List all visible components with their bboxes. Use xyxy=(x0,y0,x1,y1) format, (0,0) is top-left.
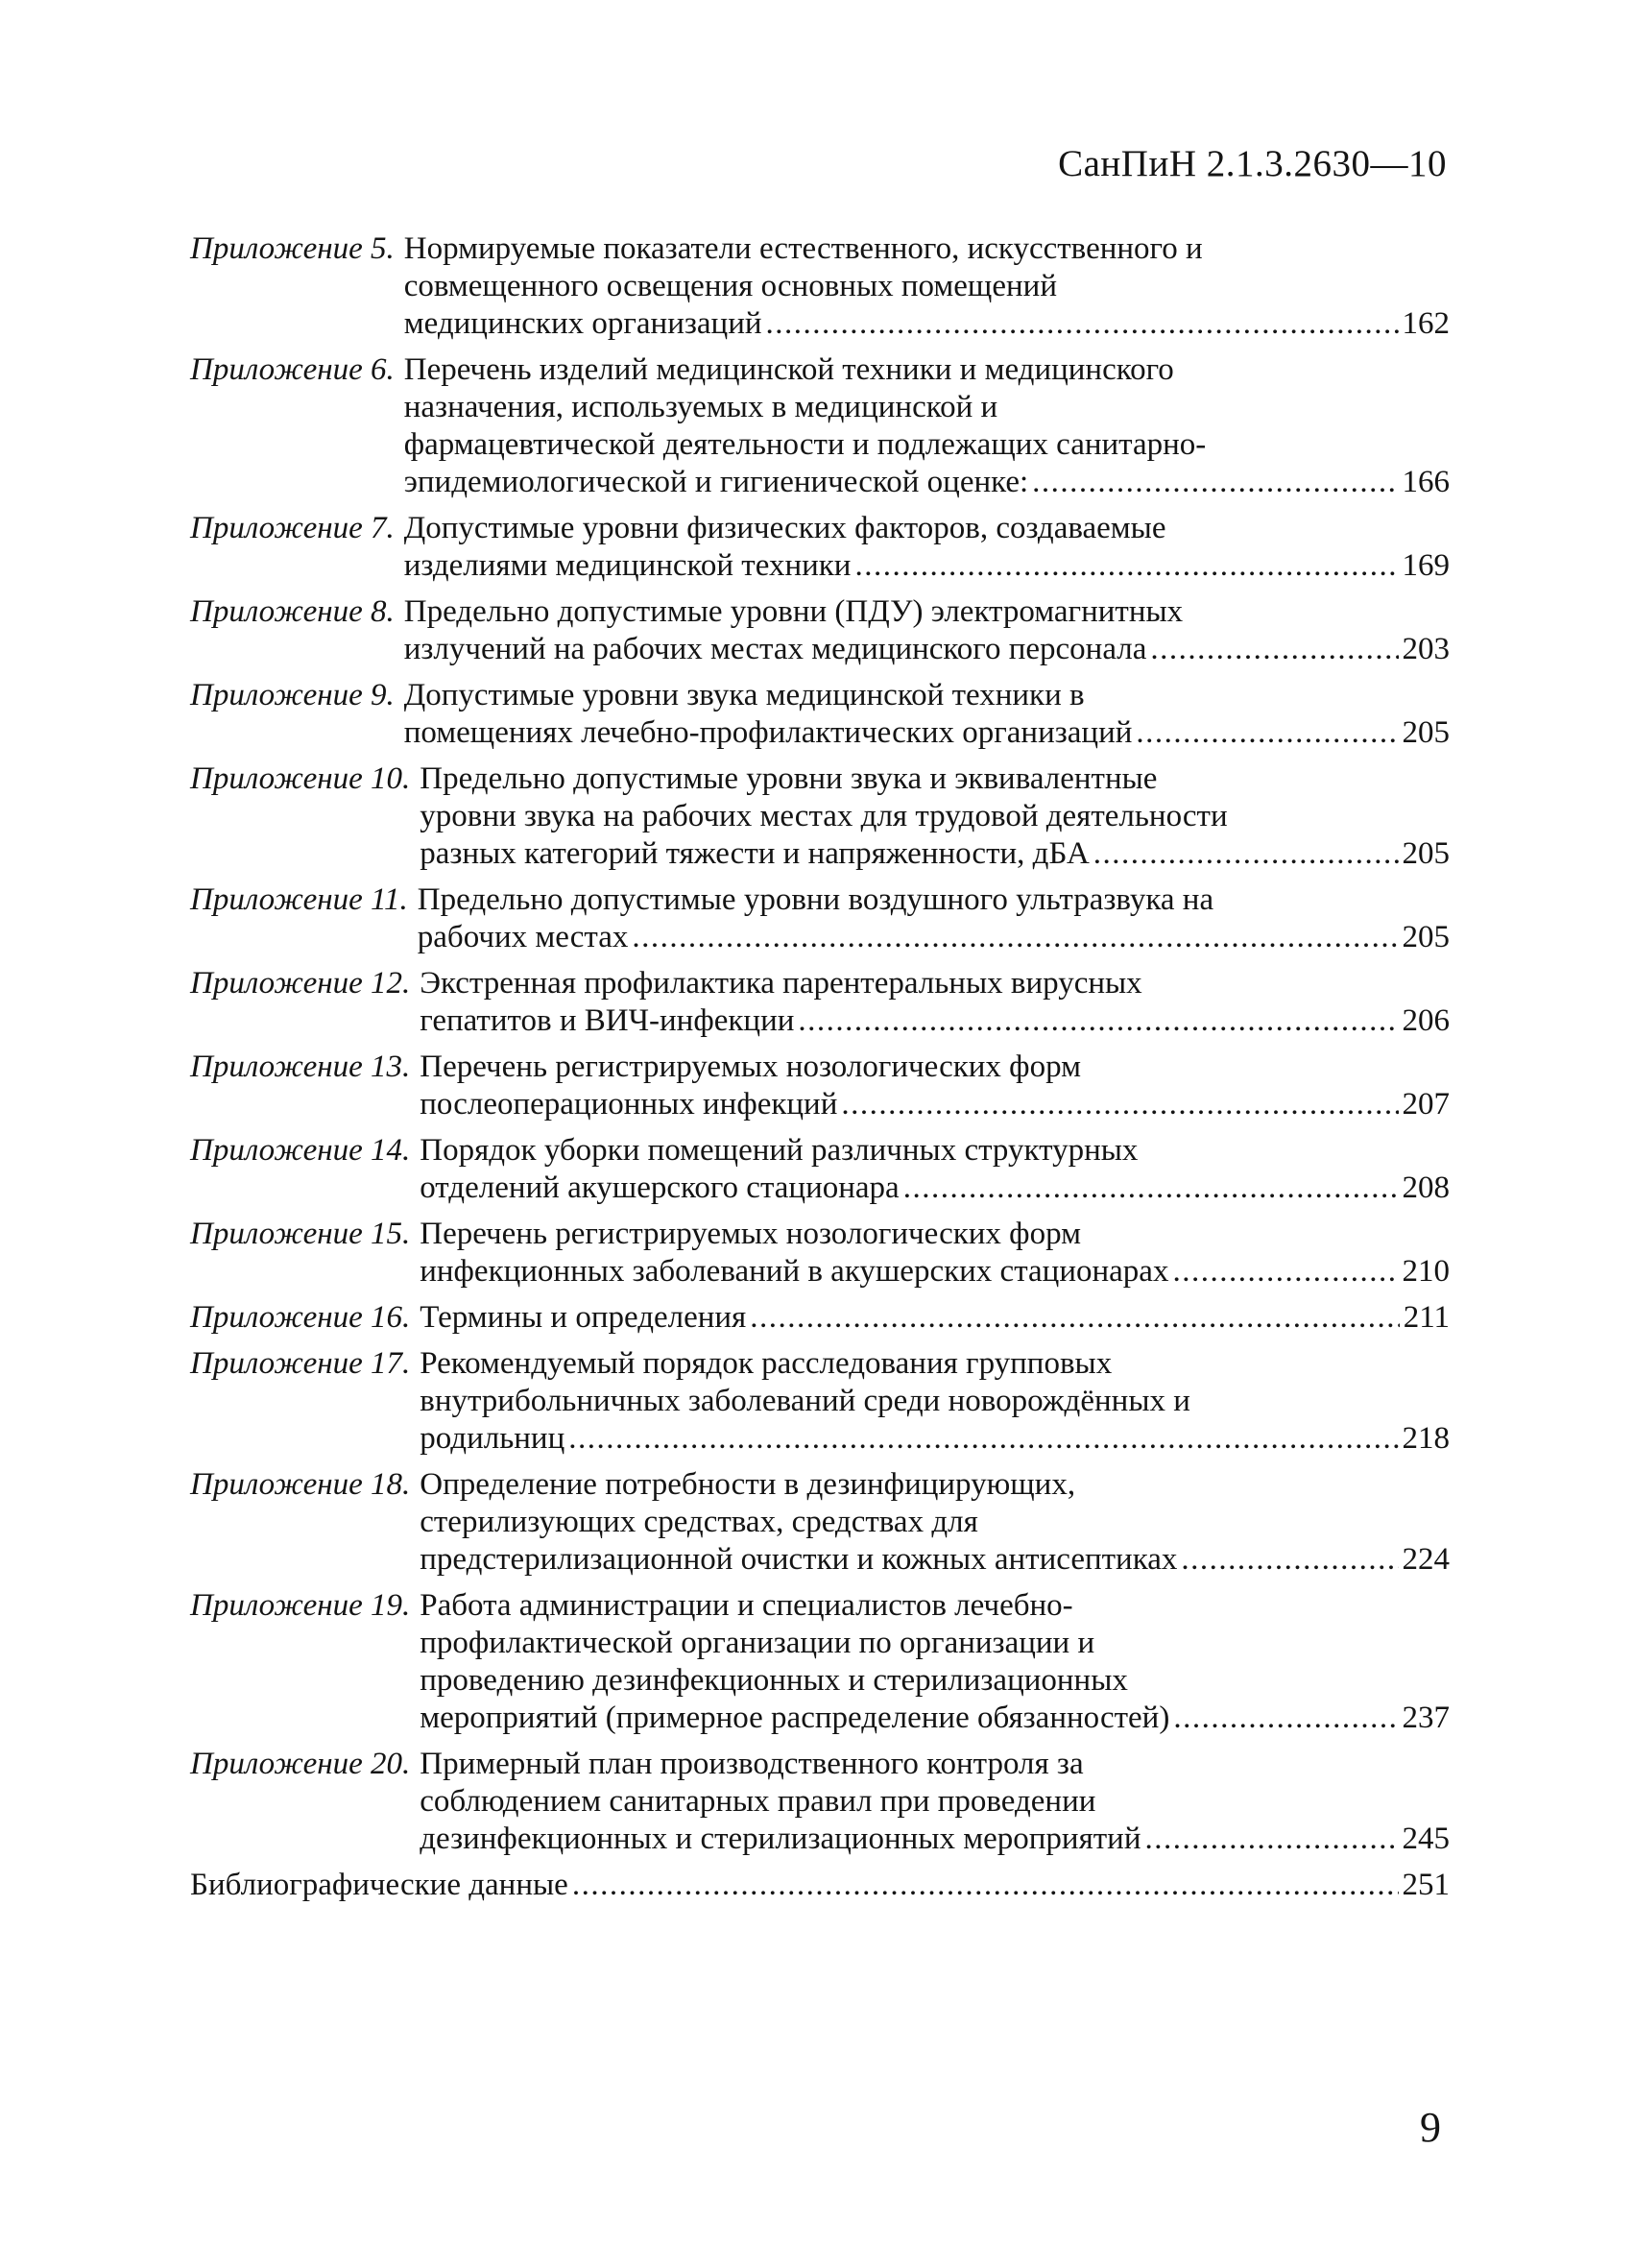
toc-entry-title-line: Работа администрации и специалистов лечебно- xyxy=(420,1588,1073,1623)
dot-leader xyxy=(1173,1700,1398,1737)
toc-entry-last-line xyxy=(404,714,1450,752)
toc-entry-title xyxy=(418,881,1450,956)
toc-entry-title xyxy=(404,510,1450,585)
toc-entry xyxy=(190,510,1450,585)
toc-entry-title-line: Перечень регистрируемых нозологических форм xyxy=(420,1217,1081,1251)
toc-entry-title-line: Допустимые уровни физических факторов, создаваемые xyxy=(403,511,1166,545)
toc-entry-title-line: Термины и определения xyxy=(420,1300,747,1335)
dot-leader xyxy=(572,1867,1399,1904)
toc-entry-title xyxy=(420,1466,1450,1579)
toc-entry xyxy=(190,230,1450,343)
toc-entry-last-line xyxy=(420,1821,1450,1858)
toc-entry-title-line: предстерилизационной очистки и кожных антисептиках xyxy=(420,1542,1178,1577)
dot-leader xyxy=(568,1420,1398,1458)
toc-entry-page-number: 207 xyxy=(1402,1087,1450,1122)
toc-entry-page-number: 205 xyxy=(1402,715,1450,750)
toc-entry-appendix-label: Приложение 11. xyxy=(190,882,408,917)
toc-entry-appendix-label: Приложение 6. xyxy=(190,352,395,387)
toc-entry-title-line: Перечень изделий медицинской техники и медицинского xyxy=(403,352,1174,387)
toc-entry-page-number: 203 xyxy=(1402,632,1450,666)
toc-entry-title xyxy=(420,1746,1450,1858)
toc-entry-title xyxy=(420,760,1450,873)
toc-entry-title xyxy=(404,230,1450,343)
toc-entry-appendix-label: Приложение 5. xyxy=(190,231,395,266)
toc-entry-title xyxy=(420,1132,1450,1207)
toc-entry-appendix-label: Приложение 17. xyxy=(190,1346,411,1381)
toc-entry-page-number: 205 xyxy=(1402,920,1450,954)
toc-entry-title-line: уровни звука на рабочих местах для трудовой деятельности xyxy=(420,799,1228,833)
toc-entry-appendix-label: Приложение 13. xyxy=(190,1050,411,1084)
toc-entry-page-number: 237 xyxy=(1402,1701,1450,1735)
toc-entry-title xyxy=(190,1867,1450,1904)
toc-entry-title xyxy=(420,1216,1450,1291)
toc-entry-title-line: Определение потребности в дезинфицирующих, xyxy=(420,1467,1076,1502)
dot-leader xyxy=(766,305,1399,343)
toc-entry-page-number: 162 xyxy=(1402,306,1450,341)
toc-entry-title xyxy=(420,1345,1450,1458)
toc-entry-appendix-label: Приложение 15. xyxy=(190,1217,411,1251)
toc-entry-title-line: гепатитов и ВИЧ-инфекции xyxy=(420,1003,795,1038)
toc-entry-last-line xyxy=(404,464,1450,501)
toc-entry-last-line xyxy=(420,1420,1450,1458)
dot-leader xyxy=(798,1002,1398,1040)
toc-entry xyxy=(190,593,1450,668)
toc-entry-last-line xyxy=(420,1086,1450,1123)
dot-leader xyxy=(1093,835,1399,873)
toc-entry-title xyxy=(404,351,1450,501)
toc-entry-title-line: внутрибольничных заболеваний среди новорождённых и xyxy=(420,1384,1190,1418)
toc-entry xyxy=(190,677,1450,752)
toc-entry-title-line: эпидемиологической и гигиенической оценке: xyxy=(403,465,1029,499)
dot-leader xyxy=(841,1086,1398,1123)
toc-entry-page-number: 224 xyxy=(1402,1542,1450,1577)
toc-entry xyxy=(190,1345,1450,1458)
toc-entry-page-number: 245 xyxy=(1402,1822,1450,1856)
toc-entry-last-line xyxy=(420,1170,1450,1207)
toc-entry xyxy=(190,1466,1450,1579)
dot-leader xyxy=(1150,631,1398,668)
dot-leader xyxy=(1032,464,1398,501)
toc-entry-title xyxy=(420,1587,1450,1737)
toc-entry-title-line: назначения, используемых в медицинской и xyxy=(403,390,998,424)
toc-entry-title-line: стерилизующих средствах, средствах для xyxy=(420,1505,978,1539)
toc-entry-title-line: соблюдением санитарных правил при проведении xyxy=(420,1784,1096,1819)
toc-entry xyxy=(190,1587,1450,1737)
toc-entry xyxy=(190,1299,1450,1337)
toc-entry xyxy=(190,965,1450,1040)
dot-leader xyxy=(1136,714,1398,752)
toc-entry-title-line: совмещенного освещения основных помещений xyxy=(403,269,1057,303)
dot-leader xyxy=(750,1299,1399,1337)
toc-entry-title-line: Допустимые уровни звука медицинской техники в xyxy=(403,678,1085,712)
toc-entry-title-line: дезинфекционных и стерилизационных мероприятий xyxy=(420,1822,1141,1856)
toc-entry-page-number: 210 xyxy=(1402,1254,1450,1289)
toc-entry-page-number: 211 xyxy=(1403,1300,1450,1335)
toc-entry-title-line: изделиями медицинской техники xyxy=(403,548,852,583)
toc-entry xyxy=(190,1216,1450,1291)
dot-leader xyxy=(632,919,1398,956)
toc-entry-title-line: Экстренная профилактика парентеральных вирусных xyxy=(420,966,1142,1001)
toc-entry-title-line: Предельно допустимые уровни звука и эквивалентные xyxy=(420,761,1158,796)
toc-entry-appendix-label: Приложение 9. xyxy=(190,678,395,712)
toc-entry-appendix-label: Приложение 10. xyxy=(190,761,411,796)
toc-entry xyxy=(190,351,1450,501)
toc-entry-page-number: 208 xyxy=(1402,1170,1450,1205)
toc-entry-title-line: профилактической организации по организации и xyxy=(420,1626,1095,1660)
toc-entry-title-line: послеоперационных инфекций xyxy=(420,1087,838,1122)
toc-entry-title xyxy=(420,965,1450,1040)
toc-entry-last-line xyxy=(404,631,1450,668)
toc-entry-appendix-label: Приложение 18. xyxy=(190,1467,411,1502)
toc-entry-appendix-label: Приложение 12. xyxy=(190,966,411,1001)
toc-entry-last-line xyxy=(420,1002,1450,1040)
table-of-contents xyxy=(190,230,1450,1913)
toc-entry-title-line: мероприятий (примерное распределение обязанностей) xyxy=(420,1701,1170,1735)
toc-entry-title-line: Предельно допустимые уровни воздушного ультразвука на xyxy=(417,882,1214,917)
page-number: 9 xyxy=(1420,2104,1441,2151)
toc-entry-title-line: отделений акушерского стационара xyxy=(420,1170,900,1205)
dot-leader xyxy=(903,1170,1399,1207)
toc-entry-appendix-label: Приложение 7. xyxy=(190,511,395,545)
toc-entry-title-line: Порядок уборки помещений различных структурных xyxy=(420,1133,1139,1168)
dot-leader xyxy=(1144,1821,1398,1858)
toc-entry-title-line: Библиографические данные xyxy=(190,1868,568,1902)
toc-entry-title-line: рабочих местах xyxy=(417,920,629,954)
toc-entry-appendix-label: Приложение 19. xyxy=(190,1588,411,1623)
dot-leader xyxy=(854,547,1398,585)
toc-entry-title-line: родильниц xyxy=(420,1421,565,1456)
toc-entry-appendix-label: Приложение 8. xyxy=(190,594,395,629)
toc-entry-page-number: 251 xyxy=(1402,1868,1450,1902)
toc-entry-last-line xyxy=(190,1867,1450,1904)
toc-entry-last-line xyxy=(420,1299,1450,1337)
toc-entry-appendix-label: Приложение 20. xyxy=(190,1747,411,1781)
toc-entry-title xyxy=(420,1299,1450,1337)
toc-entry-title-line: излучений на рабочих местах медицинского персонала xyxy=(403,632,1147,666)
toc-entry-title xyxy=(404,677,1450,752)
toc-entry-title-line: Нормируемые показатели естественного, искусственного и xyxy=(403,231,1203,266)
toc-entry xyxy=(190,1867,1450,1904)
toc-entry-page-number: 169 xyxy=(1402,548,1450,583)
toc-entry-title xyxy=(404,593,1450,668)
toc-entry-last-line xyxy=(404,547,1450,585)
toc-entry-title-line: проведению дезинфекционных и стерилизационных xyxy=(420,1663,1128,1698)
toc-entry-page-number: 205 xyxy=(1402,836,1450,871)
toc-entry-title-line: Предельно допустимые уровни (ПДУ) электромагнитных xyxy=(403,594,1184,629)
toc-entry-title-line: Примерный план производственного контроля за xyxy=(420,1747,1084,1781)
toc-entry-title-line: фармацевтической деятельности и подлежащих санитарно- xyxy=(403,427,1207,462)
dot-leader xyxy=(1172,1253,1398,1291)
toc-entry-title-line: Рекомендуемый порядок расследования групповых xyxy=(420,1346,1113,1381)
toc-entry-title-line: разных категорий тяжести и напряженности, дБА xyxy=(420,836,1090,871)
dot-leader xyxy=(1181,1541,1398,1579)
toc-entry-last-line xyxy=(420,1700,1450,1737)
toc-entry-title xyxy=(420,1049,1450,1123)
toc-entry xyxy=(190,1132,1450,1207)
toc-entry-last-line xyxy=(420,1253,1450,1291)
toc-entry xyxy=(190,1746,1450,1858)
toc-entry-last-line xyxy=(420,1541,1450,1579)
toc-entry-page-number: 206 xyxy=(1402,1003,1450,1038)
toc-entry-last-line xyxy=(404,305,1450,343)
toc-entry-title-line: медицинских организаций xyxy=(403,306,762,341)
toc-entry-page-number: 218 xyxy=(1402,1421,1450,1456)
toc-entry-title-line: помещениях лечебно-профилактических организаций xyxy=(403,715,1133,750)
toc-entry xyxy=(190,881,1450,956)
toc-entry-last-line xyxy=(418,919,1450,956)
document-code-header: СанПиН 2.1.3.2630—10 xyxy=(1058,143,1447,184)
toc-entry-appendix-label: Приложение 16. xyxy=(190,1300,411,1335)
toc-entry xyxy=(190,760,1450,873)
toc-entry-last-line xyxy=(420,835,1450,873)
toc-entry-title-line: Перечень регистрируемых нозологических форм xyxy=(420,1050,1081,1084)
toc-entry xyxy=(190,1049,1450,1123)
toc-entry-title-line: инфекционных заболеваний в акушерских стационарах xyxy=(420,1254,1169,1289)
toc-entry-appendix-label: Приложение 14. xyxy=(190,1133,411,1168)
toc-entry-page-number: 166 xyxy=(1402,465,1450,499)
